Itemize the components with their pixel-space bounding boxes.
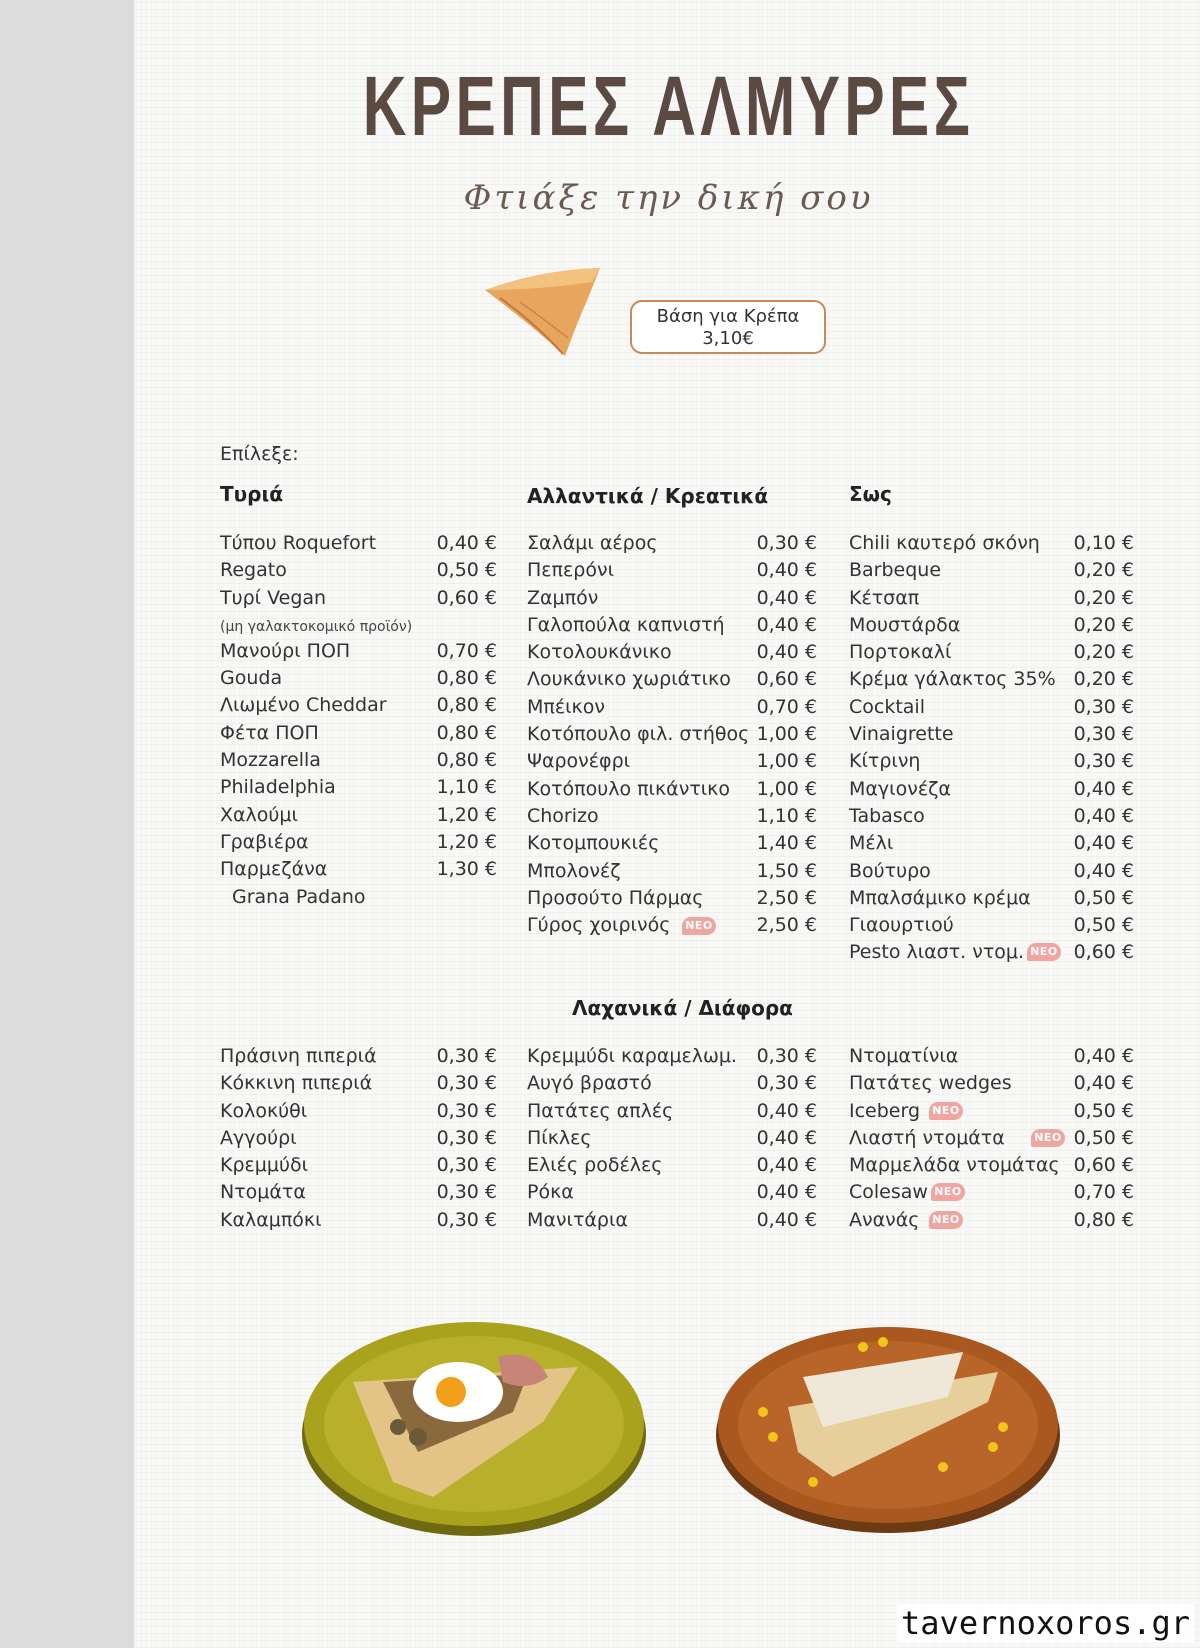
list-item [849, 885, 1134, 912]
cheeses-list [220, 530, 497, 911]
page-title: ΚΡΕΠΕΣ ΑΛΜΥΡΕΣ [362, 59, 975, 153]
item-name: Γύρος χοιρινός [527, 914, 671, 937]
item-name: Καλαμπόκι [220, 1208, 322, 1231]
item-price: 1,30 € [436, 858, 497, 881]
item-name: Μανιτάρια [527, 1208, 628, 1231]
item-price: 1,50 € [756, 859, 817, 882]
meats-list [527, 530, 817, 939]
item-price: 0,40 € [756, 1208, 817, 1231]
item-name: Grana Padano [232, 885, 366, 908]
list-item [849, 639, 1134, 666]
item-name: Ντομάτα [220, 1181, 306, 1204]
item-name: Ανανάς [849, 1208, 920, 1231]
item-name: Gouda [220, 667, 283, 690]
item-price: 0,80 € [436, 694, 497, 717]
left-margin-strip [0, 0, 134, 1648]
item-price: 0,40 € [756, 559, 817, 582]
item-price: 0,50 € [436, 559, 497, 582]
list-item [849, 776, 1134, 803]
item-price: 0,70 € [1073, 1181, 1134, 1204]
item-name: Κίτρινη [849, 750, 921, 773]
list-item [220, 802, 497, 829]
list-item [220, 1179, 497, 1206]
list-item [220, 1125, 497, 1152]
item-name: Μαρμελάδα ντομάτας [849, 1154, 1060, 1177]
plate-image-corn-crepe [713, 1317, 1063, 1537]
item-name: Vinaigrette [849, 723, 954, 746]
item-price: 0,40 € [1073, 777, 1134, 800]
item-name: Chorizo [527, 804, 599, 827]
item-price: 0,30 € [1073, 695, 1134, 718]
sauces-list [849, 530, 1134, 967]
list-item [849, 1070, 1134, 1097]
list-item [849, 912, 1134, 939]
item-price: 0,50 € [1073, 914, 1134, 937]
item-price: 0,30 € [436, 1072, 497, 1095]
item-name: Αγγούρι [220, 1126, 297, 1149]
item-price: 0,40 € [1073, 859, 1134, 882]
item-price: 0,60 € [756, 668, 817, 691]
item-price: 0,30 € [756, 1045, 817, 1067]
item-name: Γραβιέρα [220, 830, 309, 853]
list-item [220, 530, 497, 557]
list-item [527, 803, 817, 830]
list-item [527, 885, 817, 912]
list-item [849, 1098, 1134, 1125]
base-price-box [630, 300, 826, 354]
item-price: 0,40 € [1073, 832, 1134, 855]
list-item [527, 530, 817, 557]
new-badge: ΝΕΟ [929, 1211, 963, 1229]
item-price: 1,20 € [436, 830, 497, 853]
item-name: Βούτυρο [849, 859, 931, 882]
item-name: Τυρί Vegan [220, 586, 327, 609]
item-price: 0,80 € [1073, 1208, 1134, 1231]
list-item [849, 585, 1134, 612]
list-item [220, 665, 497, 692]
list-item-extra [220, 884, 497, 911]
item-price: 0,40 € [436, 532, 497, 554]
item-price: 0,80 € [436, 749, 497, 772]
list-item [849, 1207, 1134, 1234]
item-name: Μουστάρδα [849, 613, 961, 636]
sauces-heading: Σως [849, 482, 892, 506]
item-name: Κρεμμύδι [220, 1154, 309, 1177]
item-name: Cocktail [849, 695, 925, 718]
list-item [849, 748, 1134, 775]
item-price: 0,30 € [1073, 750, 1134, 773]
item-price: 0,40 € [756, 586, 817, 609]
list-item [849, 803, 1134, 830]
item-price: 1,10 € [436, 776, 497, 799]
item-price: 0,30 € [1073, 723, 1134, 746]
item-name: Ντοματίνια [849, 1045, 959, 1067]
item-name: Κόκκινη πιπεριά [220, 1072, 373, 1095]
item-name: Mozzarella [220, 749, 321, 772]
list-item [220, 1043, 497, 1070]
item-price: 0,30 € [436, 1181, 497, 1204]
vegan-note: (μη γαλακτοκομικό προϊόν) [220, 618, 413, 635]
item-name: Προσούτο Πάρμας [527, 886, 704, 909]
item-price: 0,40 € [1073, 1045, 1134, 1067]
new-badge: ΝΕΟ [682, 917, 716, 935]
item-price: 0,30 € [756, 1072, 817, 1095]
item-price: 0,20 € [1073, 641, 1134, 664]
list-item [527, 748, 817, 775]
item-name: Γαλοπούλα καπνιστή [527, 613, 725, 636]
list-item [849, 830, 1134, 857]
list-item [527, 666, 817, 693]
new-badge: ΝΕΟ [1031, 1129, 1065, 1147]
list-item [527, 639, 817, 666]
list-item [220, 585, 497, 612]
list-item [527, 694, 817, 721]
item-name: Γιαουρτιού [849, 914, 954, 937]
list-item [220, 720, 497, 747]
new-badge: ΝΕΟ [929, 1102, 963, 1120]
meats-heading: Αλλαντικά / Κρεατικά [527, 484, 769, 508]
item-name: Ρόκα [527, 1181, 574, 1204]
veg-list-2 [527, 1043, 817, 1234]
veg-list-1 [220, 1043, 497, 1234]
list-item [527, 776, 817, 803]
item-name: Μπέικον [527, 695, 605, 718]
item-price: 1,10 € [756, 804, 817, 827]
item-price: 0,40 € [756, 1099, 817, 1122]
item-name: Ψαρονέφρι [527, 750, 631, 773]
item-name: Λιωμένο Cheddar [220, 694, 387, 717]
list-item [527, 858, 817, 885]
item-price: 0,30 € [436, 1045, 497, 1067]
list-item [849, 858, 1134, 885]
item-price: 0,30 € [436, 1208, 497, 1231]
list-item [849, 1152, 1134, 1179]
veg-heading: Λαχανικά / Διάφορα [572, 996, 793, 1020]
list-item [220, 856, 497, 883]
list-item [849, 939, 1134, 966]
item-price: 1,00 € [756, 723, 817, 746]
list-item [220, 829, 497, 856]
list-item [220, 1152, 497, 1179]
item-name: Iceberg [849, 1099, 921, 1122]
item-name: Pesto λιαστ. ντομ. [849, 941, 1025, 964]
item-price: 0,60 € [1073, 1154, 1134, 1177]
list-item [849, 612, 1134, 639]
item-price: 2,50 € [756, 914, 817, 937]
list-item [527, 1152, 817, 1179]
item-name: Regato [220, 559, 287, 582]
item-name: Κέτσαπ [849, 586, 920, 609]
item-price: 0,30 € [436, 1099, 497, 1122]
website-watermark: tavernoxoros.gr [897, 1604, 1194, 1642]
item-price: 0,20 € [1073, 668, 1134, 691]
item-price: 0,20 € [1073, 613, 1134, 636]
item-price: 0,30 € [756, 532, 817, 554]
item-name: Μπολονέζ [527, 859, 621, 882]
list-item [220, 1098, 497, 1125]
plate-image-egg-crepe [298, 1312, 650, 1542]
item-price: 0,20 € [1073, 586, 1134, 609]
item-name: Ζαμπόν [527, 586, 599, 609]
item-price: 1,00 € [756, 777, 817, 800]
item-name: Λουκάνικο χωριάτικο [527, 668, 731, 691]
item-name: Σαλάμι αέρος [527, 532, 658, 554]
list-item [849, 694, 1134, 721]
item-name: Λιαστή ντομάτα [849, 1126, 1005, 1149]
item-price: 0,40 € [756, 1154, 817, 1177]
item-name: Philadelphia [220, 776, 336, 799]
item-price: 0,70 € [436, 639, 497, 662]
item-price: 0,80 € [436, 667, 497, 690]
item-price: 0,20 € [1073, 559, 1134, 582]
item-name: Πορτοκαλί [849, 641, 952, 664]
item-name: Τύπου Roquefort [220, 532, 377, 554]
list-item [220, 747, 497, 774]
list-item [527, 612, 817, 639]
cheeses-heading: Τυριά [220, 482, 283, 506]
crepe-image [480, 268, 615, 358]
item-name: Μανούρι ΠΟΠ [220, 639, 351, 662]
item-name: Κρεμμύδι καραμελωμ. [527, 1045, 738, 1067]
list-item [527, 557, 817, 584]
list-item [849, 530, 1134, 557]
item-name: Chili καυτερό σκόνη [849, 532, 1040, 554]
list-item [849, 557, 1134, 584]
list-item [527, 1098, 817, 1125]
list-item [220, 1207, 497, 1234]
page-subtitle: Φτιάξε την δική σου [463, 178, 874, 218]
item-price: 1,20 € [436, 803, 497, 826]
item-price: 0,40 € [756, 1126, 817, 1149]
item-name: Tabasco [849, 804, 925, 827]
item-price: 1,40 € [756, 832, 817, 855]
item-name: Κοτομπουκιές [527, 832, 660, 855]
item-name: Πατάτες wedges [849, 1072, 1012, 1095]
item-price: 0,40 € [756, 641, 817, 664]
item-price: 0,50 € [1073, 1099, 1134, 1122]
item-price: 0,40 € [1073, 1072, 1134, 1095]
list-item [527, 1125, 817, 1152]
item-price: 0,30 € [436, 1126, 497, 1149]
list-item [527, 585, 817, 612]
item-name: Φέτα ΠΟΠ [220, 721, 319, 744]
item-name: Πίκλες [527, 1126, 592, 1149]
list-item [849, 1043, 1134, 1070]
list-item [849, 1179, 1134, 1206]
item-price: 0,10 € [1073, 532, 1134, 554]
item-name: Κοτολουκάνικο [527, 641, 672, 664]
item-price: 0,60 € [436, 586, 497, 609]
item-price: 0,30 € [436, 1154, 497, 1177]
list-item [527, 1070, 817, 1097]
item-price: 2,50 € [756, 886, 817, 909]
list-item [220, 774, 497, 801]
list-item [527, 912, 817, 939]
item-name: Μαγιονέζα [849, 777, 951, 800]
list-item [527, 1179, 817, 1206]
item-name: Πεπερόνι [527, 559, 614, 582]
base-label: Βάση για Κρέπα [656, 306, 800, 327]
item-name: Αυγό βραστό [527, 1072, 652, 1095]
item-name: Μπαλσάμικο κρέμα [849, 886, 1031, 909]
new-badge: ΝΕΟ [931, 1183, 965, 1201]
list-item [220, 1070, 497, 1097]
item-name: Παρμεζάνα [220, 858, 328, 881]
choose-label: Επίλεξε: [220, 443, 299, 465]
item-price: 0,80 € [436, 721, 497, 744]
list-item [527, 1043, 817, 1070]
item-price: 0,40 € [1073, 804, 1134, 827]
list-item [527, 721, 817, 748]
item-name: Κολοκύθι [220, 1099, 308, 1122]
item-name: Ελιές ροδέλες [527, 1154, 663, 1177]
item-price: 0,60 € [1073, 941, 1134, 964]
item-name: Colesaw [849, 1181, 928, 1204]
list-item [220, 557, 497, 584]
base-price: 3,10€ [702, 328, 754, 349]
item-price: 0,50 € [1073, 1126, 1134, 1149]
item-price: 0,70 € [756, 695, 817, 718]
list-item [220, 638, 497, 665]
list-item [220, 692, 497, 719]
item-name: Κοτόπουλο φιλ. στήθος [527, 723, 750, 746]
item-name: Κρέμα γάλακτος 35% [849, 668, 1056, 691]
list-item [849, 666, 1134, 693]
item-name: Χαλούμι [220, 803, 298, 826]
item-name: Barbeque [849, 559, 942, 582]
veg-list-3 [849, 1043, 1134, 1234]
list-item [527, 1207, 817, 1234]
new-badge: ΝΕΟ [1027, 943, 1061, 961]
list-item [527, 830, 817, 857]
item-name: Κοτόπουλο πικάντικο [527, 777, 731, 800]
item-name: Πατάτες απλές [527, 1099, 674, 1122]
item-price: 0,40 € [756, 613, 817, 636]
list-item [849, 721, 1134, 748]
item-price: 0,50 € [1073, 886, 1134, 909]
item-price: 0,40 € [756, 1181, 817, 1204]
item-name: Μέλι [849, 832, 894, 855]
list-item [849, 1125, 1134, 1152]
item-name: Πράσινη πιπεριά [220, 1045, 377, 1067]
item-price: 1,00 € [756, 750, 817, 773]
